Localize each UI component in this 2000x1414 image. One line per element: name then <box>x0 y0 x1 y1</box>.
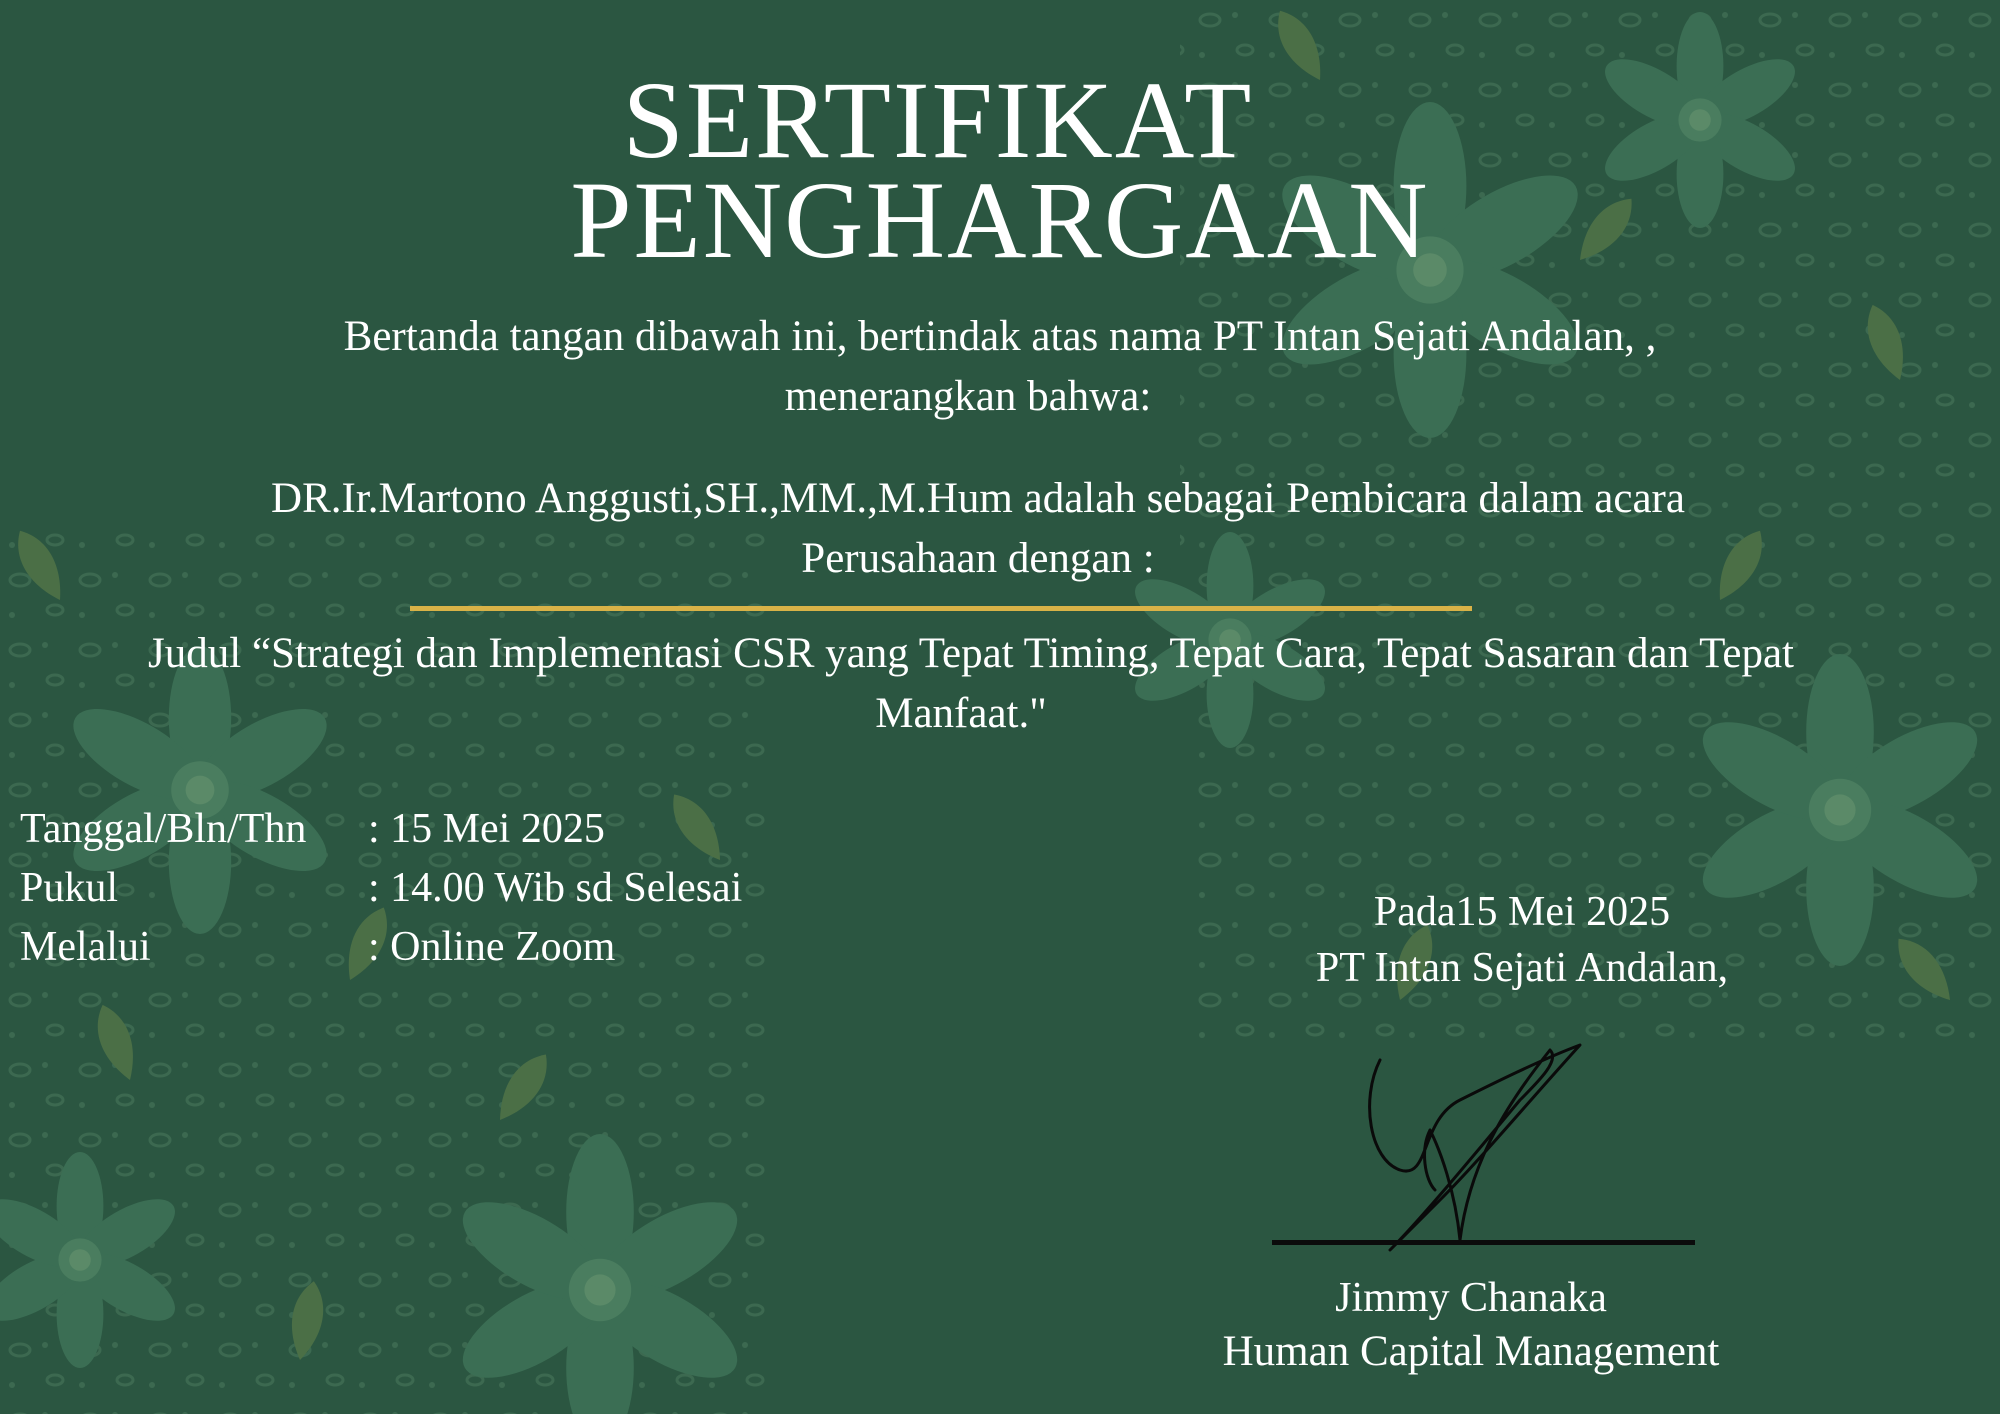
certificate-title-line1: SERTIFIKAT <box>622 59 1254 181</box>
detail-value: : 15 Mei 2025 <box>368 806 605 852</box>
gold-divider <box>410 606 1472 611</box>
recipient-line1: DR.Ir.Martono Anggusti,SH.,MM.,M.Hum adalah sebagai Pembicara dalam acara <box>271 475 1685 522</box>
detail-value: : Online Zoom <box>368 924 616 970</box>
intro-line2: menerangkan bahwa: <box>784 373 1152 420</box>
handwritten-signature <box>1360 1040 1600 1270</box>
intro-line1: Bertanda tangan dibawah ini, bertindak atas nama PT Intan Sejati Andalan, , <box>343 313 1657 360</box>
detail-label: Melalui <box>20 924 151 970</box>
signature-date: Pada15 Mei 2025 <box>1373 889 1671 935</box>
signature-line <box>1272 1240 1695 1245</box>
topic-line2: Manfaat." <box>875 690 1047 737</box>
detail-row-via <box>20 918 742 977</box>
topic-line1: Judul “Strategi dan Implementasi CSR yang Tepat Timing, Tepat Cara, Tepat Sasaran dan Tepat <box>148 630 1794 677</box>
signer-name: Jimmy Chanaka <box>1335 1275 1607 1321</box>
detail-row-date <box>20 800 742 859</box>
detail-row-time <box>20 859 742 918</box>
recipient-line2: Perusahaan dengan : <box>801 535 1155 582</box>
certificate-title-line2: PENGHARGAAN <box>570 159 1430 281</box>
detail-label: Pukul <box>20 865 119 911</box>
event-details <box>20 800 742 977</box>
detail-value: : 14.00 Wib sd Selesai <box>368 865 743 911</box>
signer-position: Human Capital Management <box>1222 1328 1720 1375</box>
signature-company: PT Intan Sejati Andalan, <box>1315 945 1729 991</box>
detail-label: Tanggal/Bln/Thn <box>20 806 307 852</box>
